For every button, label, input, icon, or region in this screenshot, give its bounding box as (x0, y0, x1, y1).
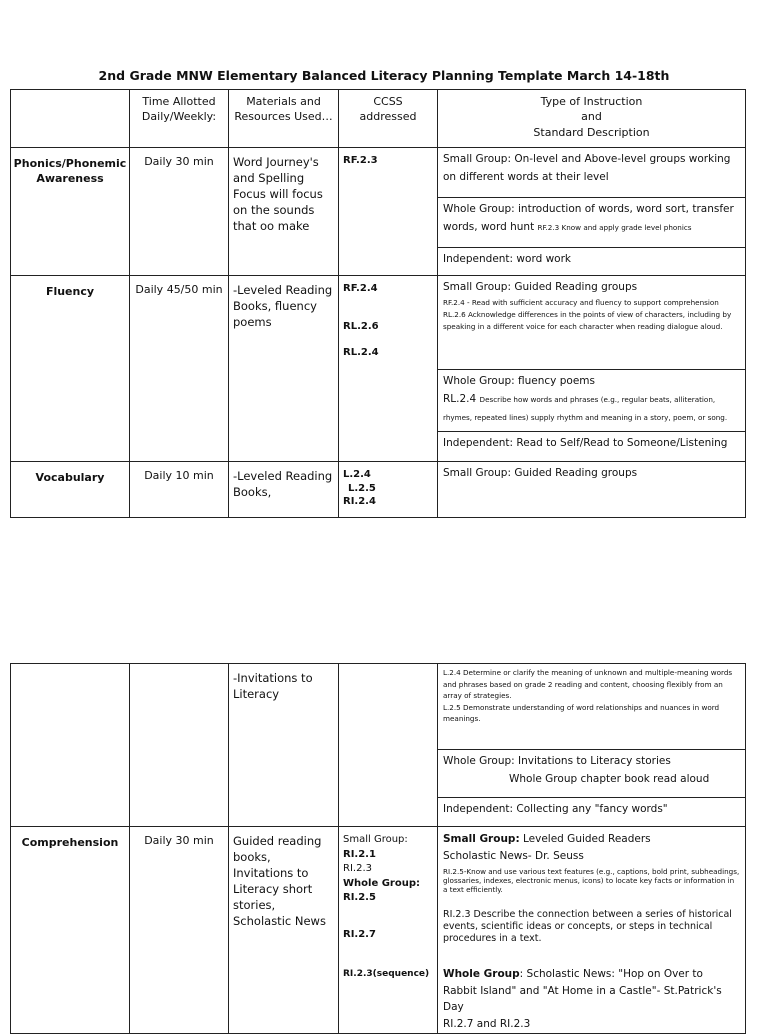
vocabulary-materials: -Leveled Reading Books, (229, 462, 339, 518)
comprehension-ccss-3: RI.2.3 (343, 863, 372, 874)
header-empty-cell (11, 90, 130, 148)
phonics-whole-group (438, 198, 745, 248)
comprehension-materials: Guided reading books, Invitations to Literacy short stories, Scholastic News (229, 827, 339, 1034)
fluency-small-std2: RL.2.6 Acknowledge differences in the points of view of characters, including by speaking in a different voice for each character when reading dialogue aloud. (443, 310, 732, 332)
vocabulary-ccss-1: L.2.4 (343, 469, 371, 480)
fluency-independent: Independent: Read to Self/Read to Someone/Listening (443, 437, 728, 449)
comprehension-ccss-2: RI.2.1 (343, 848, 376, 860)
comprehension-time: Daily 30 min (130, 827, 229, 1034)
fluency-ccss (339, 276, 438, 462)
row-label-comprehension: Comprehension (11, 827, 130, 1034)
fluency-ccss-3: RL.2.4 (343, 347, 379, 358)
header-type-line3: Standard Description (533, 125, 650, 139)
vocab-cont-ccss (339, 664, 438, 827)
comprehension-ccss-6: RI.2.7 (343, 928, 376, 940)
fluency-whole-std-code: RL.2.4 (443, 392, 477, 405)
comprehension-whole-title: Whole Group (443, 967, 520, 980)
comprehension-ccss (339, 827, 438, 1034)
header-time: Time Allotted Daily/Weekly: (130, 90, 229, 148)
vocab-cont-standards (438, 664, 745, 750)
vocabulary-ccss (339, 462, 438, 518)
comprehension-std-ri23: RI.2.3 Describe the connection between a series of historical events, scientific ideas or concepts, or steps in technical procedures in a text. (443, 908, 732, 945)
header-type-line2: and (581, 110, 602, 124)
comprehension-whole-text: : Scholastic News: "Hop on Over to Rabbit Island" and "At Home in a Castle"- St.Patrick's Day (443, 967, 722, 1014)
fluency-ccss-1: RF.2.4 (343, 283, 378, 294)
phonics-whole-standard: RF.2.3 Know and apply grade level phonics (537, 222, 692, 232)
header-type-line1: Type of Instruction (540, 95, 643, 108)
vocab-cont-whole-group (438, 750, 745, 798)
fluency-materials: -Leveled Reading Books, fluency poems (229, 276, 339, 462)
comprehension-small-title: Small Group: (443, 833, 520, 845)
row-label-vocabulary: Vocabulary (11, 462, 130, 518)
planning-table-1 (10, 89, 746, 518)
vocabulary-time: Daily 10 min (130, 462, 229, 518)
fluency-small-std1: RF.2.4 - Read with sufficient accuracy and fluency to support comprehension (443, 297, 719, 307)
phonics-materials: Word Journey's and Spelling Focus will focus on the sounds that oo make (229, 148, 339, 276)
fluency-whole-std: Describe how words and phrases (e.g., regular beats, alliteration, rhymes, repeated lines) supply rhythm and meaning in a story, poem, or song. (443, 394, 728, 422)
vocab-cont-whole1: Whole Group: Invitations to Literacy stories (443, 755, 671, 767)
fluency-small-text: Small Group: Guided Reading groups (443, 281, 638, 293)
comprehension-scholastic: Scholastic News- Dr. Seuss (443, 849, 584, 862)
comprehension-std-ri25: RI.2.5-Know and use various text features (e.g., captions, bold print, subheadings, glossaries, indexes, electronic menus, icons) to locate key facts or information in a text efficiently. (443, 866, 740, 895)
comprehension-whole-group (443, 966, 740, 1016)
vocabulary-instruction (438, 462, 746, 518)
fluency-instruction (438, 276, 746, 462)
phonics-instruction (438, 148, 746, 276)
comprehension-ccss-7: RI.2.3(sequence) (343, 969, 430, 979)
fluency-time: Daily 45/50 min (130, 276, 229, 462)
vocab-cont-time (130, 664, 229, 827)
vocab-cont-independent: Independent: Collecting any "fancy words" (443, 803, 668, 815)
phonics-small-group: Small Group: On-level and Above-level groups working on different words at their level (438, 148, 745, 198)
vocab-cont-label (11, 664, 130, 827)
phonics-time: Daily 30 min (130, 148, 229, 276)
fluency-whole-text: Whole Group: fluency poems (443, 375, 595, 387)
fluency-ccss-2: RL.2.6 (343, 321, 379, 332)
comprehension-small-text: Leveled Guided Readers (523, 833, 651, 845)
header-materials: Materials and Resources Used… (229, 90, 339, 148)
header-ccss: CCSS addressed (339, 90, 438, 148)
comprehension-ccss-1: Small Group: (343, 834, 408, 845)
vocabulary-small-group: Small Group: Guided Reading groups (443, 467, 638, 479)
phonics-whole-text: Whole Group: introduction of words, word sort, transfer words, word hunt (443, 203, 734, 233)
vocab-cont-instruction (438, 664, 746, 827)
page-title: 2nd Grade MNW Elementary Balanced Literacy Planning Template March 14-18th (98, 68, 670, 83)
vocab-cont-std2: L.2.5 Demonstrate understanding of word relationships and nuances in word meanings. (443, 702, 720, 724)
row-label-phonics: Phonics/Phonemic Awareness (11, 148, 130, 276)
fluency-whole-group (438, 370, 745, 432)
comprehension-ccss-4: Whole Group: (343, 877, 420, 889)
comprehension-last: RI.2.7 and RI.2.3 (443, 1018, 531, 1031)
comprehension-small-group (443, 831, 740, 848)
header-type (438, 90, 746, 148)
vocab-cont-materials: -Invitations to Literacy (229, 664, 339, 827)
vocab-cont-whole2: Whole Group chapter book read aloud (509, 772, 710, 785)
vocab-cont-std1: L.2.4 Determine or clarify the meaning of unknown and multiple-meaning words and phrases based on grade 2 reading and content, choosing flexibly from an array of strategies. (443, 668, 733, 701)
vocabulary-ccss-3: RI.2.4 (343, 496, 376, 507)
phonics-ccss: RF.2.3 (339, 148, 438, 276)
comprehension-ccss-5: RI.2.5 (343, 892, 376, 903)
vocabulary-ccss-2: L.2.5 (348, 482, 376, 494)
comprehension-instruction (438, 827, 746, 1034)
planning-table-2 (10, 663, 746, 1034)
fluency-small-group (438, 276, 745, 370)
phonics-independent: Independent: word work (443, 253, 571, 265)
row-label-fluency: Fluency (11, 276, 130, 462)
